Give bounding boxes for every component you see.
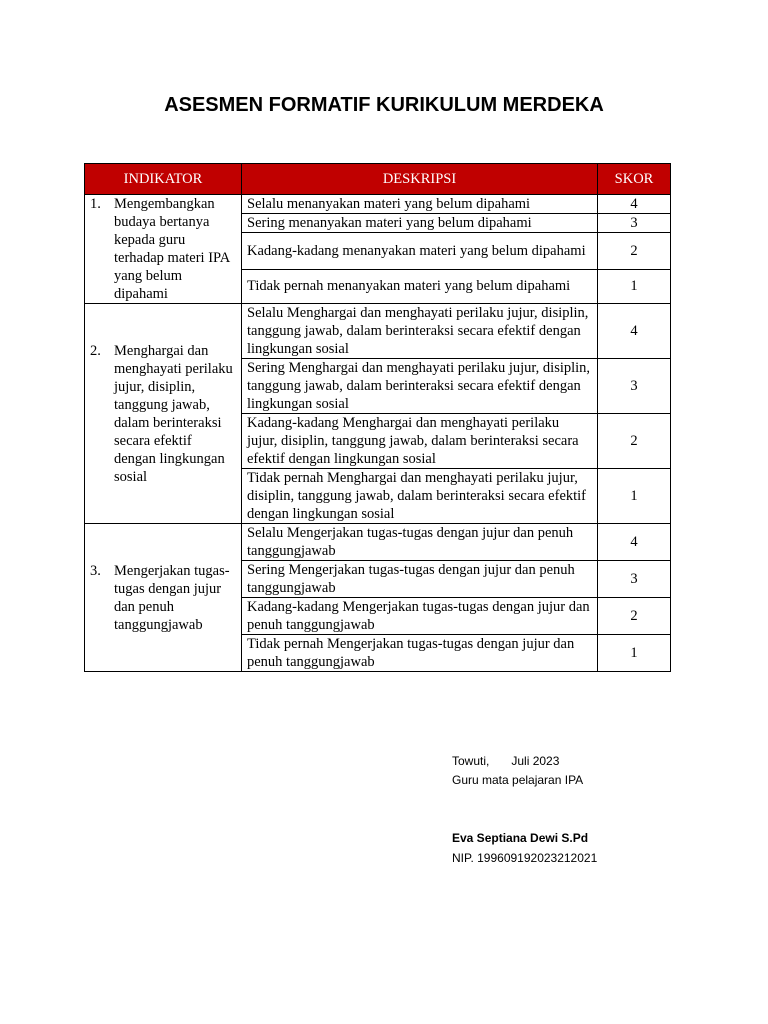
score-cell: 1 (598, 269, 671, 303)
indicator-text: Mengerjakan tugas-tugas dengan jujur dan penuh tanggungjawab (114, 562, 230, 633)
header-deskripsi: DESKRIPSI (242, 164, 598, 195)
score-cell: 1 (598, 635, 671, 672)
signatory-nip: NIP. 199609192023212021 (452, 851, 598, 865)
indicator-cell (85, 524, 242, 672)
description-cell: Selalu Menghargai dan menghayati perilaku jujur, disiplin, tanggung jawab, dalam berinteraksi secara efektif dengan lingkungan sosial (242, 304, 598, 359)
indicator-cell (85, 195, 242, 304)
indicator-cell (85, 304, 242, 524)
description-cell: Tidak pernah Menghargai dan menghayati perilaku jujur, disiplin, tanggung jawab, dalam berinteraksi secara efektif dengan lingkungan sosial (242, 469, 598, 524)
score-cell: 4 (598, 524, 671, 561)
table-header-row (85, 164, 671, 195)
score-cell: 3 (598, 359, 671, 414)
signatory-block (452, 828, 597, 868)
signatory-name: Eva Septiana Dewi S.Pd (452, 831, 589, 845)
score-cell: 2 (598, 414, 671, 469)
score-cell: 4 (598, 195, 671, 214)
table-row (85, 304, 671, 359)
description-cell: Sering Menghargai dan menghayati perilaku jujur, disiplin, tanggung jawab, dalam berinteraksi secara efektif dengan lingkungan sosial (242, 359, 598, 414)
indicator-number: 1. (90, 196, 101, 212)
score-cell: 3 (598, 214, 671, 233)
signature-place: Towuti, (452, 754, 490, 768)
score-cell: 3 (598, 561, 671, 598)
signature-role: Guru mata pelajaran IPA (452, 773, 584, 787)
description-cell: Selalu menanyakan materi yang belum dipahami (242, 195, 598, 214)
place-date-line (452, 752, 583, 771)
indicator-text: Menghargai dan menghayati perilaku jujur, disiplin, tanggung jawab, dalam berinteraksi secara efektif dengan lingkungan sosial (114, 342, 233, 485)
header-indikator: INDIKATOR (85, 164, 242, 195)
score-cell: 1 (598, 469, 671, 524)
description-cell: Kadang-kadang Mengerjakan tugas-tugas dengan jujur dan penuh tanggungjawab (242, 598, 598, 635)
score-cell: 2 (598, 598, 671, 635)
assessment-table (84, 163, 671, 672)
indicator-number: 2. (90, 342, 101, 359)
indicator-number: 3. (90, 562, 101, 579)
header-skor: SKOR (598, 164, 671, 195)
document-title: ASESMEN FORMATIF KURIKULUM MERDEKA (164, 94, 604, 116)
score-cell: 4 (598, 304, 671, 359)
indicator-text: Mengembangkan budaya bertanya kepada guru terhadap materi IPA yang belum dipahami (114, 196, 230, 302)
description-cell: Kadang-kadang Menghargai dan menghayati perilaku jujur, disiplin, tanggung jawab, dalam berinteraksi secara efektif dengan lingkungan sosial (242, 414, 598, 469)
description-cell: Sering menanyakan materi yang belum dipahami (242, 214, 598, 233)
table-row (85, 195, 671, 214)
description-cell: Tidak pernah Mengerjakan tugas-tugas dengan jujur dan penuh tanggungjawab (242, 635, 598, 672)
description-cell: Kadang-kadang menanyakan materi yang belum dipahami (242, 233, 598, 269)
signature-block (452, 752, 583, 790)
description-cell: Sering Mengerjakan tugas-tugas dengan jujur dan penuh tanggungjawab (242, 561, 598, 598)
description-cell: Tidak pernah menanyakan materi yang belum dipahami (242, 269, 598, 303)
table-row (85, 524, 671, 561)
description-cell: Selalu Mengerjakan tugas-tugas dengan jujur dan penuh tanggungjawab (242, 524, 598, 561)
signature-date: Juli 2023 (511, 754, 560, 768)
score-cell: 2 (598, 233, 671, 269)
